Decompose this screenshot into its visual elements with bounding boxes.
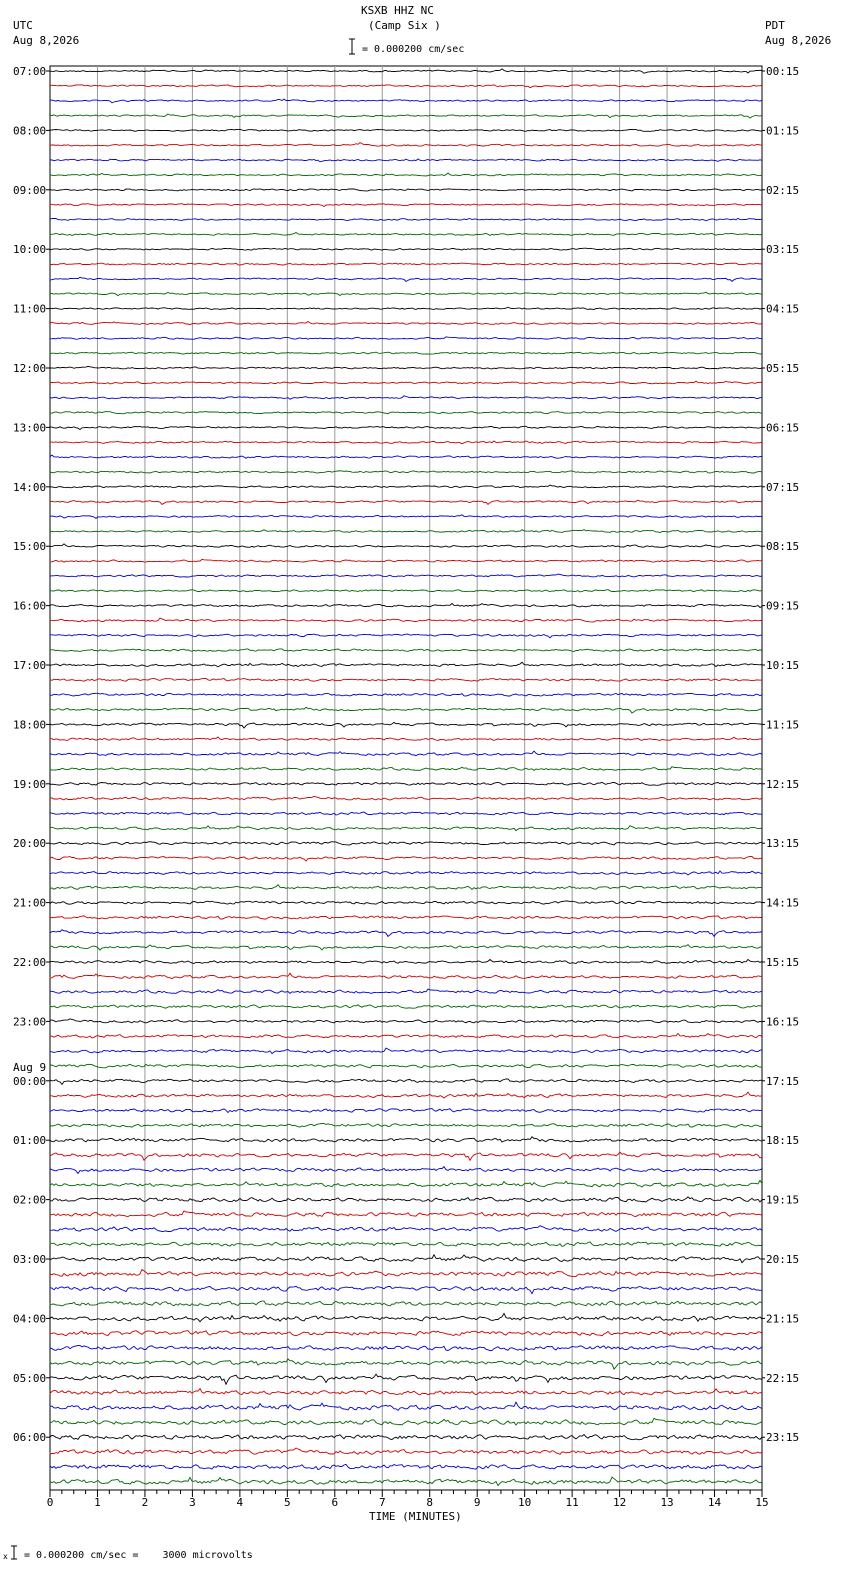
seismic-trace <box>50 114 762 118</box>
seismic-trace <box>50 69 762 73</box>
seismic-trace <box>50 471 762 473</box>
x-tick-label: 2 <box>141 1496 149 1509</box>
utc-hour-label: 13:00 <box>13 421 47 435</box>
date-change-label: Aug 9 <box>13 1060 47 1074</box>
seismic-trace <box>50 930 762 937</box>
utc-hour-label: 22:00 <box>13 956 47 969</box>
pdt-hour-label: 17:15 <box>766 1074 800 1088</box>
seismic-trace <box>50 204 762 207</box>
seismic-trace <box>50 693 762 696</box>
seismic-trace <box>50 1269 762 1276</box>
seismic-trace <box>50 1005 762 1008</box>
seismic-trace <box>50 826 762 831</box>
pdt-hour-label: 07:15 <box>766 480 800 494</box>
x-tick-label: 0 <box>46 1496 54 1509</box>
seismic-trace <box>50 767 762 771</box>
utc-hour-label: 07:00 <box>13 65 47 78</box>
seismic-trace <box>50 590 762 592</box>
seismic-trace <box>50 232 762 235</box>
footer-scale-bar-icon <box>10 1545 18 1561</box>
seismic-trace <box>50 1167 762 1174</box>
seismic-trace <box>50 1180 762 1187</box>
pdt-hour-label: 20:15 <box>766 1253 800 1266</box>
seismic-trace <box>50 292 762 295</box>
seismic-trace <box>50 722 762 728</box>
x-tick-label: 6 <box>331 1496 339 1509</box>
seismic-trace <box>50 1402 762 1410</box>
pdt-hour-label: 02:15 <box>766 183 800 197</box>
seismic-trace <box>50 916 762 919</box>
utc-hour-label: 05:00 <box>13 1371 47 1385</box>
seismic-trace <box>50 1448 762 1454</box>
pdt-hour-label: 06:15 <box>766 421 800 435</box>
seismic-trace <box>50 871 762 875</box>
utc-hour-label: 16:00 <box>13 599 47 613</box>
utc-hour-label: 00:00 <box>13 1074 47 1088</box>
seismic-trace <box>50 1359 762 1369</box>
utc-hour-label: 08:00 <box>13 124 47 138</box>
seismic-trace <box>50 662 762 667</box>
seismic-trace <box>50 248 762 250</box>
seismic-trace <box>50 396 762 399</box>
seismic-trace <box>50 1286 762 1293</box>
seismic-trace <box>50 885 762 890</box>
seismic-trace <box>50 159 762 162</box>
seismic-trace <box>50 1019 762 1023</box>
utc-hour-label: 02:00 <box>13 1193 47 1207</box>
seismic-trace <box>50 1064 762 1068</box>
utc-hour-label: 21:00 <box>13 896 47 910</box>
x-tick-label: 10 <box>518 1496 532 1509</box>
seismic-trace <box>50 707 762 713</box>
utc-hour-label: 09:00 <box>13 183 47 197</box>
utc-hour-label: 20:00 <box>13 837 47 851</box>
seismic-trace <box>50 1464 762 1469</box>
pdt-hour-label: 23:15 <box>766 1431 800 1445</box>
seismic-trace <box>50 263 762 265</box>
utc-hour-label: 14:00 <box>13 480 47 494</box>
pdt-hour-label: 04:15 <box>766 302 800 316</box>
seismic-trace <box>50 277 762 281</box>
pdt-hour-label: 16:15 <box>766 1015 800 1029</box>
x-tick-label: 4 <box>236 1496 244 1509</box>
seismic-trace <box>50 441 762 444</box>
seismic-trace <box>50 381 762 384</box>
seismic-trace <box>50 1389 762 1395</box>
scale-text: = 0.000200 cm/sec <box>362 44 465 55</box>
utc-hour-label: 04:00 <box>13 1312 47 1326</box>
seismic-trace <box>50 1124 762 1128</box>
site-title: (Camp Six ) <box>368 19 441 32</box>
seismic-trace <box>50 1109 762 1113</box>
seismic-trace <box>50 960 762 964</box>
pdt-hour-label: 18:15 <box>766 1134 800 1148</box>
seismic-trace <box>50 544 762 548</box>
seismic-trace <box>50 1435 762 1440</box>
seismic-trace <box>50 737 762 741</box>
seismic-trace <box>50 649 762 652</box>
seismic-trace <box>50 559 762 562</box>
seismic-trace <box>50 99 762 103</box>
seismic-trace <box>50 218 762 221</box>
seismic-trace <box>50 412 762 414</box>
x-tick-label: 1 <box>94 1496 101 1509</box>
seismic-trace <box>50 1197 762 1202</box>
pdt-label: PDT <box>765 19 785 32</box>
pdt-hour-label: 10:15 <box>766 659 800 672</box>
pdt-hour-label: 01:15 <box>766 124 800 138</box>
pdt-date: Aug 8,2026 <box>765 34 832 47</box>
seismic-trace <box>50 515 762 519</box>
footer-scale-text: = 0.000200 cm/sec = 3000 microvolts <box>24 1550 253 1561</box>
utc-hour-label: 19:00 <box>13 777 47 791</box>
seismic-trace <box>50 1079 762 1084</box>
x-tick-label: 15 <box>755 1496 769 1509</box>
pdt-hour-label: 19:15 <box>766 1193 800 1207</box>
x-tick-label: 7 <box>378 1496 386 1509</box>
seismic-trace <box>50 426 762 429</box>
pdt-hour-label: 13:15 <box>766 837 800 851</box>
pdt-hour-label: 00:15 <box>766 65 800 78</box>
utc-hour-label: 12:00 <box>13 362 47 375</box>
seismic-trace <box>50 945 762 951</box>
utc-hour-label: 23:00 <box>13 1015 47 1029</box>
seismic-trace <box>50 1242 762 1247</box>
seismic-trace <box>50 173 762 176</box>
pdt-hour-label: 12:15 <box>766 777 800 791</box>
seismic-trace <box>50 1346 762 1351</box>
x-tick-label: 11 <box>565 1496 579 1509</box>
pdt-hour-label: 05:15 <box>766 362 800 375</box>
seismic-trace <box>50 1374 762 1384</box>
utc-date: Aug 8,2026 <box>13 34 80 47</box>
x-tick-label: 14 <box>707 1496 722 1509</box>
seismic-trace <box>50 500 762 504</box>
x-tick-label: 5 <box>284 1496 291 1509</box>
x-tick-label: 9 <box>473 1496 481 1509</box>
seismic-trace <box>50 842 762 845</box>
seismic-trace <box>50 1092 762 1098</box>
x-tick-label: 13 <box>660 1496 674 1509</box>
utc-hour-label: 03:00 <box>13 1253 47 1266</box>
utc-label: UTC <box>13 19 33 32</box>
seismic-trace <box>50 455 762 458</box>
x-tick-label: 12 <box>612 1496 627 1509</box>
seismic-trace <box>50 618 762 622</box>
seismic-trace <box>50 129 762 131</box>
utc-hour-label: 15:00 <box>13 540 47 554</box>
seismic-trace <box>50 485 762 488</box>
seismic-trace <box>50 143 762 147</box>
seismic-trace <box>50 1313 762 1321</box>
utc-hour-label: 18:00 <box>13 718 47 732</box>
seismic-trace <box>50 796 762 800</box>
seismic-trace <box>50 678 762 681</box>
plot-frame <box>50 66 762 1490</box>
seismic-trace <box>50 1152 762 1160</box>
grid-layer <box>50 66 762 1490</box>
seismic-trace <box>50 1211 762 1217</box>
seismic-trace <box>50 307 762 309</box>
x-axis <box>47 1490 769 1509</box>
seismic-trace <box>50 530 762 533</box>
utc-hour-label: 17:00 <box>13 659 47 672</box>
x-axis-title: TIME (MINUTES) <box>369 1510 462 1523</box>
seismic-trace <box>50 973 762 978</box>
seismic-trace <box>50 901 762 904</box>
trace-layer <box>50 69 762 1486</box>
seismic-trace <box>50 366 762 369</box>
seismic-trace <box>50 352 762 354</box>
x-tick-label: 3 <box>189 1496 196 1509</box>
seismic-trace <box>50 189 762 191</box>
seismic-trace <box>50 812 762 815</box>
pdt-hour-label: 22:15 <box>766 1371 800 1385</box>
seismic-trace <box>50 321 762 324</box>
pdt-hour-label: 14:15 <box>766 896 800 910</box>
seismic-trace <box>50 1048 762 1054</box>
seismic-trace <box>50 337 762 340</box>
seismic-trace <box>50 857 762 862</box>
seismic-trace <box>50 782 762 785</box>
seismic-trace <box>50 85 762 88</box>
footer-marker: x <box>3 1552 8 1561</box>
pdt-hour-label: 15:15 <box>766 956 800 969</box>
seismic-trace <box>50 1137 762 1142</box>
pdt-hour-label: 09:15 <box>766 599 800 613</box>
pdt-hour-label: 03:15 <box>766 243 800 257</box>
seismic-trace <box>50 574 762 577</box>
utc-hour-label: 06:00 <box>13 1431 47 1445</box>
seismic-trace <box>50 1033 762 1038</box>
pdt-hour-label: 21:15 <box>766 1312 800 1326</box>
pdt-hour-label: 11:15 <box>766 718 800 732</box>
station-title: KSXB HHZ NC <box>361 4 434 17</box>
utc-hour-label: 11:00 <box>13 302 47 316</box>
seismic-trace <box>50 603 762 607</box>
seismic-trace <box>50 1331 762 1336</box>
utc-hour-label: 10:00 <box>13 243 47 257</box>
pdt-hour-label: 08:15 <box>766 540 800 554</box>
seismic-trace <box>50 1477 762 1486</box>
seismic-trace <box>50 1226 762 1232</box>
seismic-trace <box>50 634 762 638</box>
seismic-trace <box>50 1301 762 1306</box>
seismic-trace <box>50 1255 762 1263</box>
seismic-trace <box>50 751 762 756</box>
x-tick-label: 8 <box>426 1496 434 1509</box>
utc-hour-label: 01:00 <box>13 1134 47 1148</box>
seismic-trace <box>50 989 762 993</box>
seismic-trace <box>50 1418 762 1425</box>
